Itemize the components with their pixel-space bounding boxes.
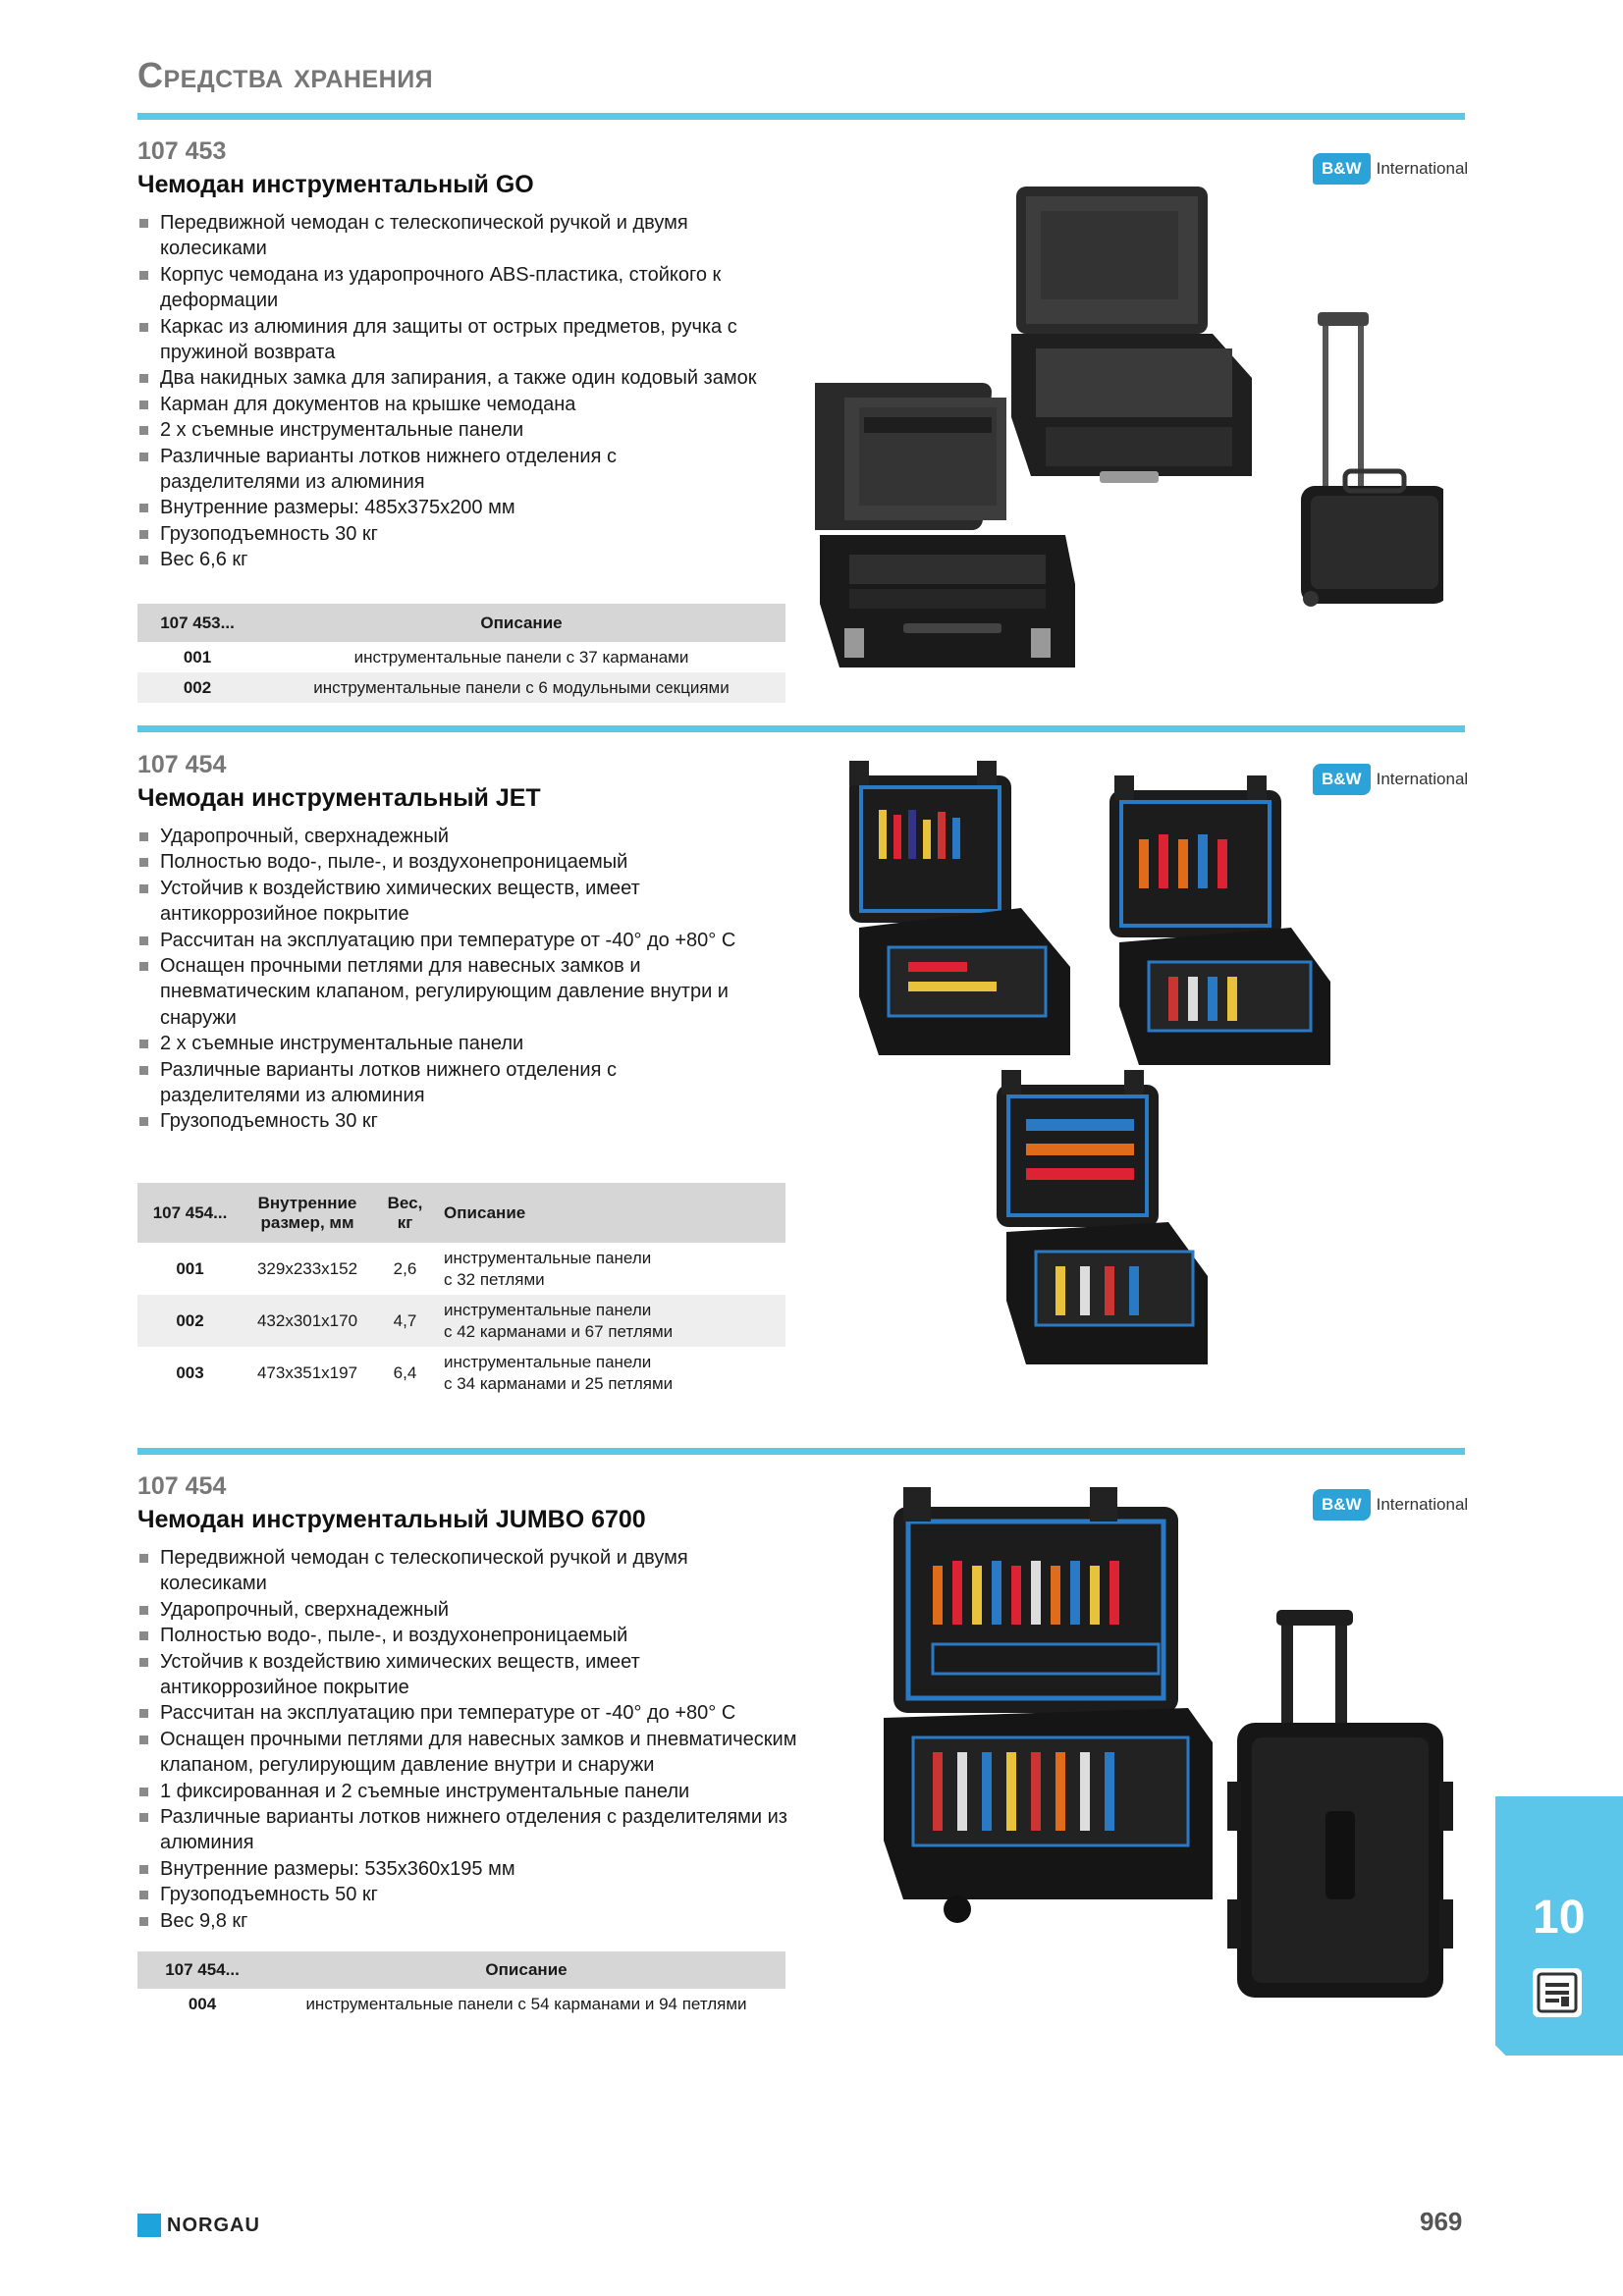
feature-item: Различные варианты лотков нижнего отделения с (137, 444, 756, 469)
bullet-square-icon (139, 936, 148, 945)
header-divider (137, 113, 1465, 120)
feature-item: Рассчитан на эксплуатацию при температуре от -40° до +80° С (137, 1700, 796, 1726)
feature-list (137, 1545, 796, 1934)
bullet-square-icon (139, 1658, 148, 1667)
bullet-square-icon (139, 426, 148, 435)
feature-item-cont: снаружи (160, 1006, 237, 1029)
product-code: 107 453 (137, 137, 227, 165)
feature-item: Устойчив к воздействию химических веществ, имеет (137, 1649, 796, 1675)
table-header: 107 454... (137, 1183, 243, 1243)
bullet-square-icon (139, 530, 148, 539)
feature-item-cont: клапаном, регулирующим давление внутри и снаружи (160, 1754, 655, 1777)
feature-item-cont: антикоррозийное покрытие (160, 903, 409, 926)
feature-item: Ударопрочный, сверхнадежный (137, 1597, 796, 1623)
spec-table (137, 1183, 785, 1399)
feature-item: Устойчив к воздействию химических веществ, имеет (137, 876, 735, 901)
product-title: Чемодан инструментальный JET (137, 784, 541, 812)
bw-international-logo: B&W International (1313, 764, 1468, 795)
feature-item: Оснащен прочными петлями для навесных замков и (137, 953, 735, 979)
table-row: 002 432x301x170 4,7 инструментальные панели с 42 карманами и 67 петлями (137, 1295, 785, 1347)
feature-item: 2 х съемные инструментальные панели (137, 1031, 735, 1056)
bullet-square-icon (139, 1117, 148, 1126)
bullet-square-icon (139, 1554, 148, 1563)
product-photo-go (815, 182, 1443, 672)
table-header: 107 454... (137, 1951, 267, 1989)
feature-item: Различные варианты лотков нижнего отделения с (137, 1057, 735, 1083)
table-header: Описание (438, 1183, 785, 1243)
product-photo-jumbo (864, 1487, 1463, 2007)
bullet-square-icon (139, 1066, 148, 1075)
bullet-square-icon (139, 1865, 148, 1874)
bullet-square-icon (139, 1631, 148, 1640)
feature-item-cont: пружиной возврата (160, 342, 336, 364)
feature-item: Полностью водо-, пыле-, и воздухонепроницаемый (137, 849, 735, 875)
bullet-square-icon (139, 1917, 148, 1926)
table-row: 001 инструментальные панели с 37 карманами (183, 647, 689, 667)
catalog-section-icon (1532, 1967, 1583, 2018)
bullet-square-icon (139, 884, 148, 893)
table-header: Внутренние размер, мм (243, 1183, 372, 1243)
bullet-square-icon (139, 400, 148, 409)
feature-item-cont: разделителями из алюминия (160, 471, 425, 494)
feature-item: 2 х съемные инструментальные панели (137, 417, 756, 443)
norgau-logo: NORGAU (137, 2214, 260, 2237)
section-divider (137, 1448, 1465, 1455)
feature-item: Передвижной чемодан с телескопической ручкой и двумя (137, 1545, 796, 1571)
bullet-square-icon (139, 374, 148, 383)
bw-international-logo: B&W International (1313, 1489, 1468, 1521)
page-number: 969 (1420, 2207, 1463, 2236)
bullet-square-icon (139, 323, 148, 332)
feature-item-cont: пневматическим клапаном, регулирующим давление внутри и (160, 981, 729, 1003)
feature-item-cont: колесиками (160, 238, 267, 260)
bullet-square-icon (139, 832, 148, 841)
feature-item: Грузоподъемность 50 кг (137, 1882, 796, 1907)
feature-item: Рассчитан на эксплуатацию при температуре от -40° до +80° С (137, 928, 735, 953)
feature-item: Ударопрочный, сверхнадежный (137, 824, 735, 849)
feature-item-cont: алюминия (160, 1832, 254, 1854)
feature-item: Каркас из алюминия для защиты от острых предметов, ручка с (137, 314, 756, 340)
feature-item: 1 фиксированная и 2 съемные инструментальные панели (137, 1779, 796, 1804)
table-row: 001 329x233x152 2,6 инструментальные панели с 32 петлями (176, 1248, 652, 1289)
feature-item: Карман для документов на крышке чемодана (137, 392, 756, 417)
section-divider (137, 725, 1465, 732)
chapter-number: 10 (1533, 1892, 1586, 1944)
spec-table (137, 604, 785, 703)
feature-item: Внутренние размеры: 485x375x200 мм (137, 495, 756, 520)
table-row: 004 инструментальные панели с 54 карманами и 94 петлями (188, 1994, 747, 2013)
page-title: Средства хранения (137, 55, 434, 95)
product-photo-jet (839, 761, 1350, 1374)
feature-item: Передвижной чемодан с телескопической ручкой и двумя (137, 210, 756, 236)
table-row: 003 473x351x197 6,4 инструментальные панели с 34 карманами и 25 петлями (176, 1352, 674, 1393)
bullet-square-icon (139, 453, 148, 461)
bullet-square-icon (139, 271, 148, 280)
feature-item: Вес 6,6 кг (137, 547, 756, 572)
bullet-square-icon (139, 1813, 148, 1822)
feature-item: Различные варианты лотков нижнего отделения с разделителями из (137, 1804, 796, 1830)
bullet-square-icon (139, 1788, 148, 1796)
feature-item: Два накидных замка для запирания, а также один кодовый замок (137, 365, 756, 391)
bullet-square-icon (139, 962, 148, 971)
table-header: 107 453... (137, 604, 257, 642)
feature-list (137, 824, 735, 1135)
feature-list (137, 210, 756, 573)
bullet-square-icon (139, 1040, 148, 1048)
table-header: Описание (257, 604, 785, 642)
feature-item-cont: разделителями из алюминия (160, 1085, 425, 1107)
bullet-square-icon (139, 1606, 148, 1615)
bullet-square-icon (139, 1735, 148, 1744)
bullet-square-icon (139, 1709, 148, 1718)
product-code: 107 454 (137, 751, 227, 778)
feature-item: Корпус чемодана из ударопрочного ABS-пластика, стойкого к (137, 262, 756, 288)
bullet-square-icon (139, 556, 148, 564)
table-header: Описание (267, 1951, 785, 1989)
product-title: Чемодан инструментальный GO (137, 171, 534, 198)
product-code: 107 454 (137, 1472, 227, 1500)
feature-item-cont: деформации (160, 290, 279, 312)
table-header: Вес, кг (372, 1183, 438, 1243)
feature-item: Внутренние размеры: 535x360x195 мм (137, 1856, 796, 1882)
feature-item-cont: колесиками (160, 1573, 267, 1595)
product-title: Чемодан инструментальный JUMBO 6700 (137, 1506, 646, 1533)
bullet-square-icon (139, 1891, 148, 1899)
feature-item: Грузоподъемность 30 кг (137, 1108, 735, 1134)
feature-item: Вес 9,8 кг (137, 1908, 796, 1934)
feature-item-cont: антикоррозийное покрытие (160, 1677, 409, 1699)
feature-item: Полностью водо-, пыле-, и воздухонепроницаемый (137, 1623, 796, 1648)
bullet-square-icon (139, 219, 148, 228)
table-row: 002 инструментальные панели с 6 модульными секциями (137, 672, 785, 703)
spec-table (137, 1951, 785, 2019)
bullet-square-icon (139, 504, 148, 512)
bw-international-logo: B&W International (1313, 153, 1468, 185)
feature-item: Оснащен прочными петлями для навесных замков и пневматическим (137, 1727, 796, 1752)
bullet-square-icon (139, 858, 148, 867)
norgau-square-icon (137, 2214, 161, 2237)
feature-item: Грузоподъемность 30 кг (137, 521, 756, 547)
